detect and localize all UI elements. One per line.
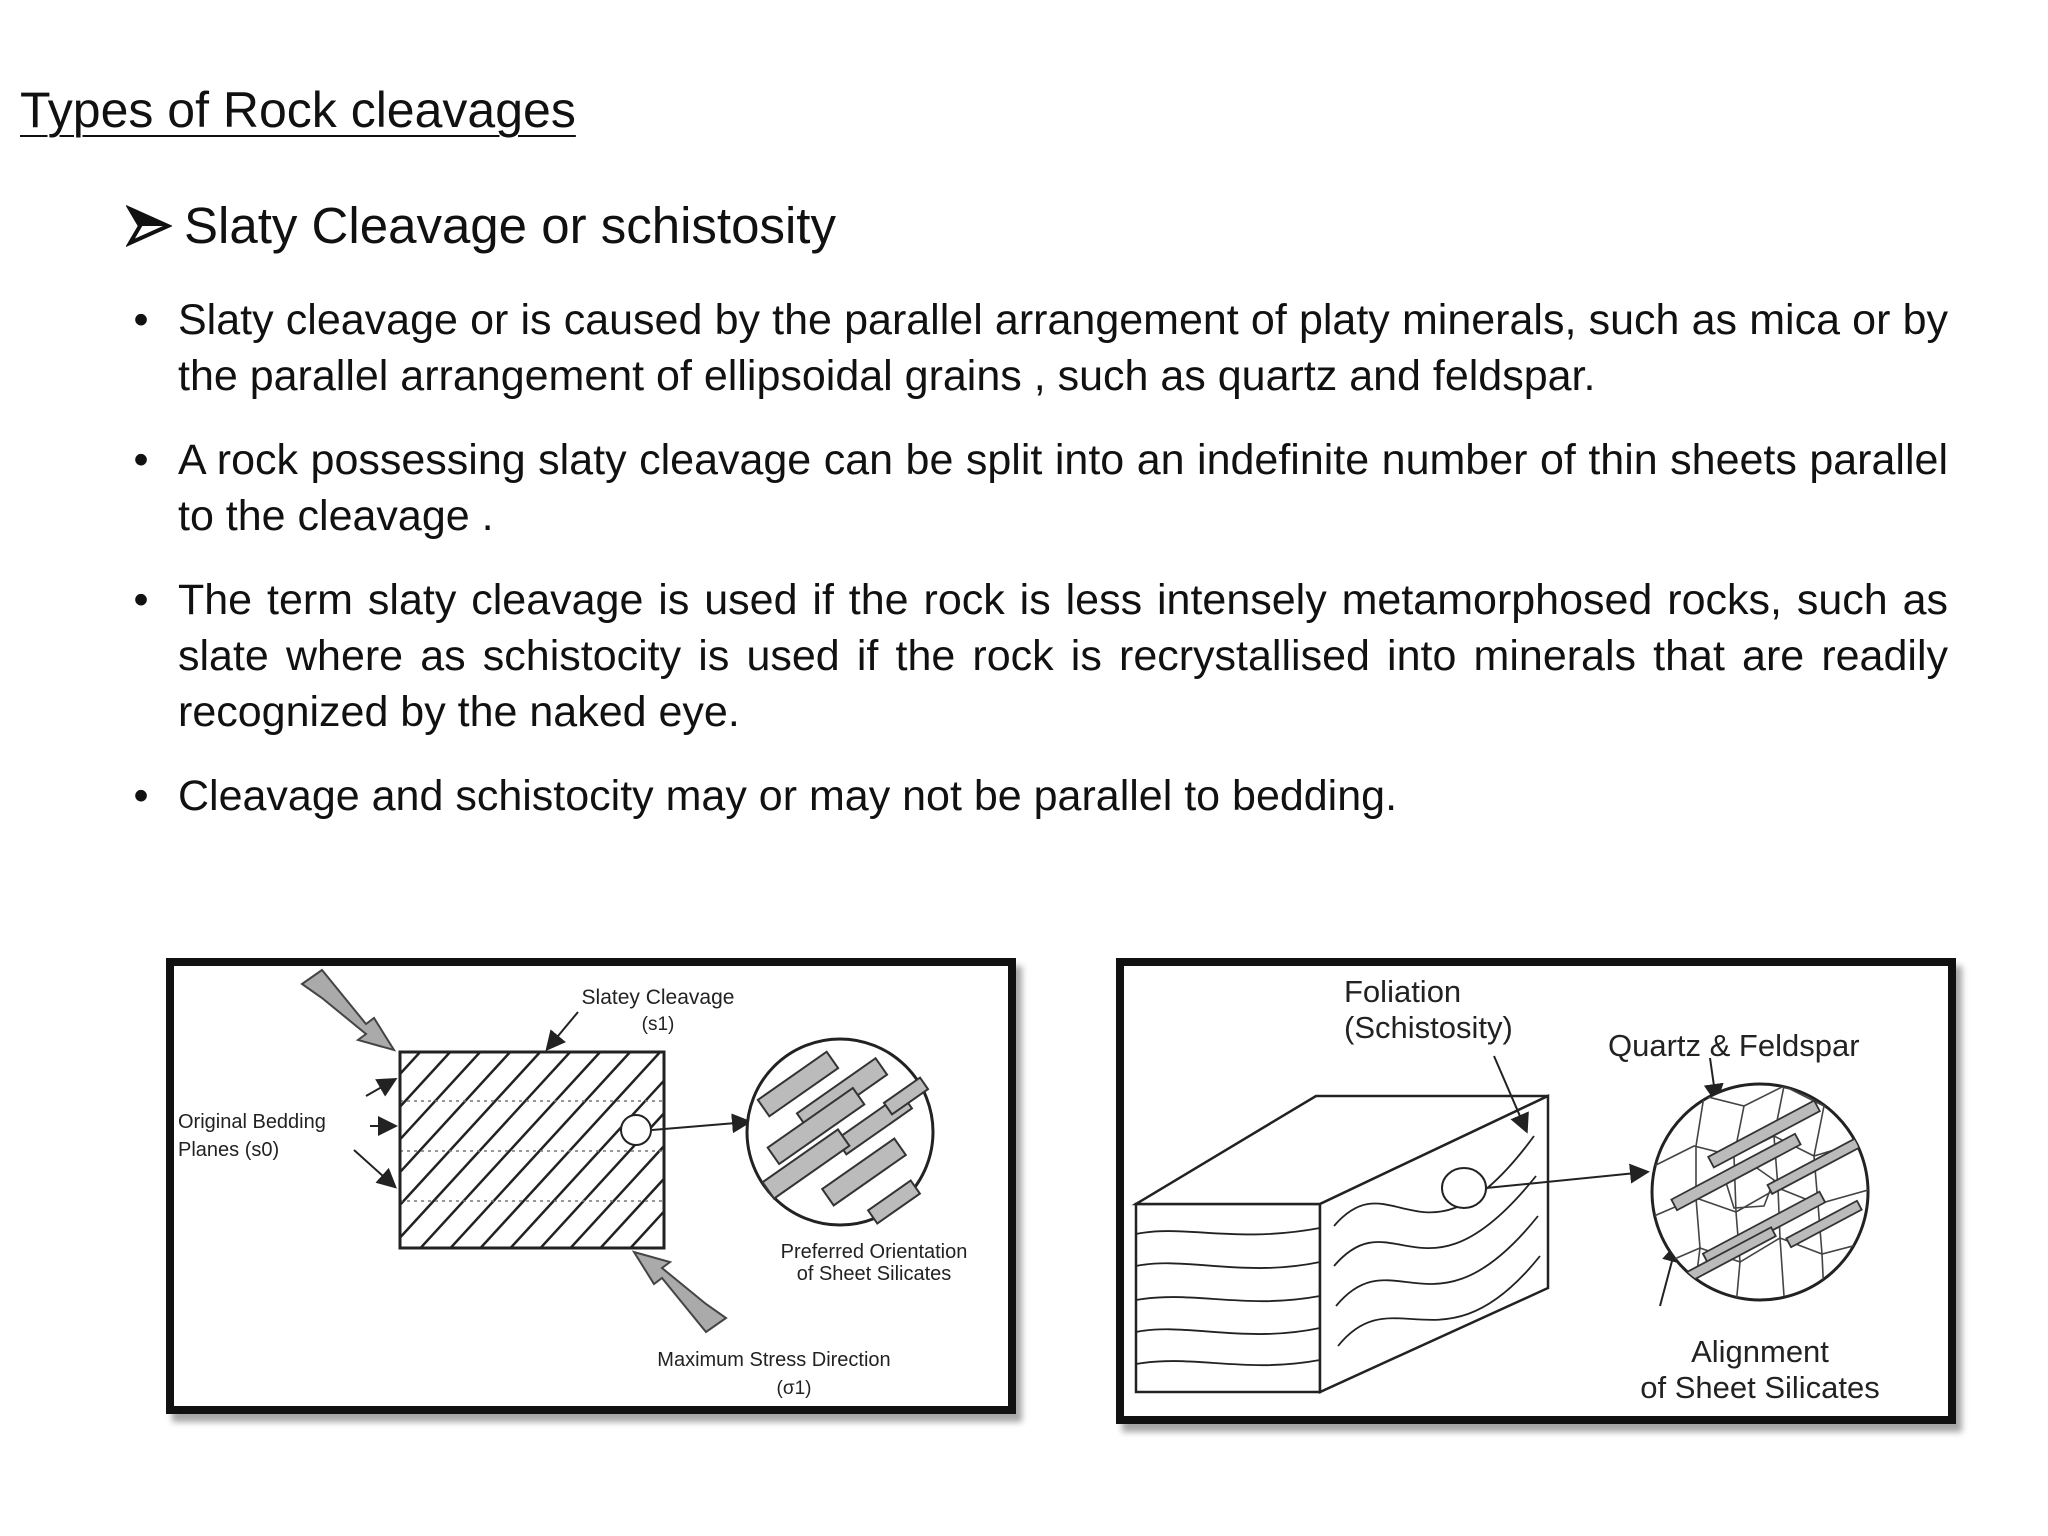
bullet-text: A rock possessing slaty cleavage can be split into an indefinite number of thin sheets parallel to the cleavage . (178, 436, 1948, 540)
bullet-dot: • (133, 772, 149, 820)
bullet-item (126, 432, 1948, 544)
bullet-text: The term slaty cleavage is used if the rock is less intensely metamorphosed rocks, such as slate where as schistocity is used if the rock is recrystallised into minerals that are readily recognized by the naked eye. (178, 576, 1948, 736)
bullet-item (126, 768, 1948, 824)
bullet-text: Slaty cleavage or is caused by the parallel arrangement of platy minerals, such as mica or by the parallel arrangement of ellipsoidal grains , such as quartz and feldspar. (178, 296, 1948, 400)
original-bedding-label: Original Bedding (178, 1111, 326, 1133)
preferred-orientation-label: Preferred Orientation (780, 1241, 968, 1263)
rock-block (224, 1026, 834, 1266)
bullet-item (126, 572, 1948, 740)
foliation-figure (1116, 958, 1956, 1424)
foliation-diagram (1124, 966, 1948, 1416)
bullet-text: Cleavage and schistocity may or may not be parallel to bedding. (178, 772, 1398, 820)
sheet-silicates-label: of Sheet Silicates (1640, 1370, 1880, 1405)
max-stress-label: Maximum Stress Direction (657, 1349, 891, 1371)
slaty-cleavage-diagram (174, 966, 1008, 1406)
rock-block-3d (1136, 1096, 1548, 1392)
sheet-silicates-label: of Sheet Silicates (796, 1263, 952, 1285)
slide-title: Types of Rock cleavages (20, 82, 576, 138)
stress-arrow-top (302, 970, 394, 1050)
foliation-label: Foliation (1344, 974, 1462, 1009)
bullet-dot: • (133, 576, 149, 624)
arrow-bullet-icon (126, 203, 172, 249)
bullet-list (126, 292, 1948, 852)
quartz-feldspar-label: Quartz & Feldspar (1608, 1028, 1860, 1063)
magnified-texture-circle (1652, 1084, 1868, 1306)
alignment-label: Alignment (1691, 1334, 1829, 1369)
section-heading (126, 198, 836, 254)
stress-arrow-bottom (634, 1252, 726, 1332)
sigma-label: (σ1) (776, 1378, 812, 1399)
slatey-cleavage-symbol: (s1) (641, 1014, 675, 1035)
bullet-dot: • (133, 436, 149, 484)
heading-text: Slaty Cleavage or schistosity (184, 197, 836, 254)
slaty-cleavage-figure (166, 958, 1016, 1414)
schistosity-label: (Schistosity) (1344, 1010, 1513, 1045)
bullet-item (126, 292, 1948, 404)
bedding-planes-label: Planes (s0) (178, 1139, 280, 1161)
bullet-dot: • (133, 296, 149, 344)
slatey-cleavage-label: Slatey Cleavage (581, 986, 735, 1009)
magnified-grains-circle (747, 1039, 933, 1225)
